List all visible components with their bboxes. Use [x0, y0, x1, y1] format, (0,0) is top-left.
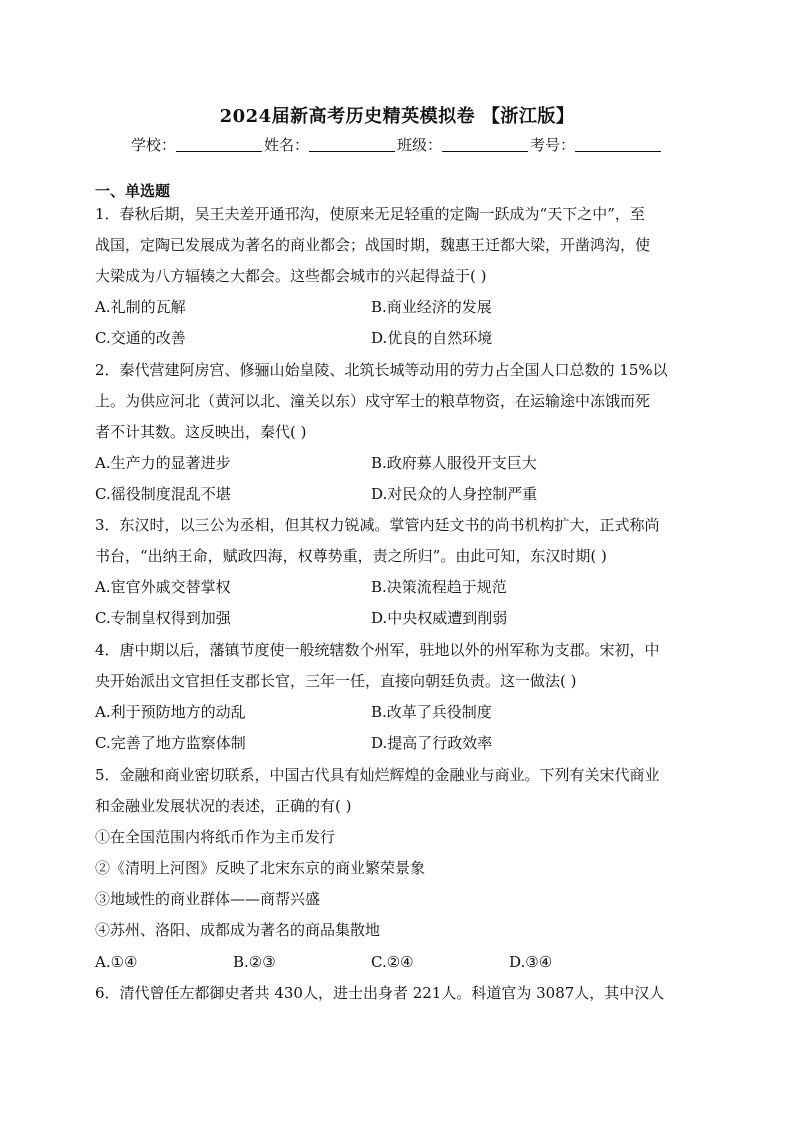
q3-line-1: 3．东汉时，以三公为丞相，但其权力锐减。掌管内廷文书的尚书机构扩大，正式称尚 — [95, 516, 660, 534]
q4-option-b[interactable]: B.改革了兵役制度 — [371, 703, 492, 721]
q5-line-2: 和金融业发展状况的表述，正确的有( ) — [95, 797, 352, 815]
q2-option-c[interactable]: C.徭役制度混乱不堪 — [95, 485, 231, 503]
q3-option-a[interactable]: A.宦官外戚交替掌权 — [95, 578, 231, 596]
q1-option-a[interactable]: A.礼制的瓦解 — [95, 298, 186, 316]
q6-line-1: 6．清代曾任左都御史者共 430人，进士出身者 221人。科道官为 3087人，其中汉人 — [95, 984, 665, 1002]
q5-statement-1: ①在全国范围内将纸币作为主币发行 — [95, 828, 336, 846]
name-label: 姓名： — [263, 136, 309, 154]
q3-option-c[interactable]: C.专制皇权得到加强 — [95, 609, 231, 627]
q5-statement-2: ②《清明上河图》反映了北宋东京的商业繁荣景象 — [95, 859, 426, 877]
q3-line-2: 书台，“出纳王命，赋政四海，权尊势重，责之所归”。由此可知，东汉时期( ) — [95, 547, 607, 565]
q2-option-b[interactable]: B.政府募人服役开支巨大 — [371, 454, 537, 472]
q4-line-2: 央开始派出文官担任支郡长官，三年一任，直接向朝廷负责。这一做法( ) — [95, 672, 577, 690]
section-title: 一、单选题 — [95, 182, 171, 200]
class-label: 班级： — [397, 136, 443, 154]
exam-title: 2024届新高考历史精英模拟卷 【浙江版】 — [219, 106, 575, 127]
q5-option-a[interactable]: A.①④ — [95, 953, 138, 971]
school-label: 学校： — [130, 136, 176, 154]
exam-number-label: 考号： — [530, 136, 576, 154]
q5-option-c[interactable]: C.②④ — [371, 953, 414, 971]
q5-statement-3: ③地域性的商业群体——商帮兴盛 — [95, 890, 321, 908]
q3-option-d[interactable]: D.中央权威遭到削弱 — [371, 609, 508, 627]
q2-line-3: 者不计其数。这反映出，秦代( ) — [95, 423, 307, 441]
q2-option-a[interactable]: A.生产力的显著进步 — [95, 454, 231, 472]
q1-option-c[interactable]: C.交通的改善 — [95, 329, 186, 347]
q5-option-b[interactable]: B.②③ — [233, 953, 276, 971]
q1-option-b[interactable]: B.商业经济的发展 — [371, 298, 492, 316]
q2-option-d[interactable]: D.对民众的人身控制严重 — [371, 485, 538, 503]
q1-option-d[interactable]: D.优良的自然环境 — [371, 329, 493, 347]
q3-option-b[interactable]: B.决策流程趋于规范 — [371, 578, 507, 596]
q4-option-d[interactable]: D.提高了行政效率 — [371, 734, 493, 752]
q5-option-d[interactable]: D.③④ — [509, 953, 553, 971]
q4-option-c[interactable]: C.完善了地方监察体制 — [95, 734, 246, 752]
q2-line-1: 2．秦代营建阿房宫、修骊山始皇陵、北筑长城等动用的劳力占全国人口总数的 15%以 — [95, 361, 668, 379]
q1-line-2: 战国，定陶已发展成为著名的商业都会；战国时期，魏惠王迁都大梁，开凿鸿沟，使 — [95, 236, 651, 254]
q4-line-1: 4．唐中期以后，藩镇节度使一般统辖数个州军，驻地以外的州军称为支郡。宋初，中 — [95, 641, 660, 659]
q5-statement-4: ④苏州、洛阳、成都成为著名的商品集散地 — [95, 921, 381, 939]
q2-line-2: 上。为供应河北（黄河以北、潼关以东）戍守军士的粮草物资，在运输途中冻饿而死 — [95, 392, 651, 410]
q1-line-3: 大梁成为八方辐辏之大都会。这些都会城市的兴起得益于( ) — [95, 267, 487, 285]
q4-option-a[interactable]: A.利于预防地方的动乱 — [95, 703, 246, 721]
q5-line-1: 5．金融和商业密切联系，中国古代具有灿烂辉煌的金融业与商业。下列有关宋代商业 — [95, 766, 660, 784]
q1-line-1: 1．春秋后期，吴王夫差开通邗沟，使原来无足轻重的定陶一跃成为“天下之中”，至 — [95, 205, 645, 223]
question-list — [95, 0, 699, 1123]
